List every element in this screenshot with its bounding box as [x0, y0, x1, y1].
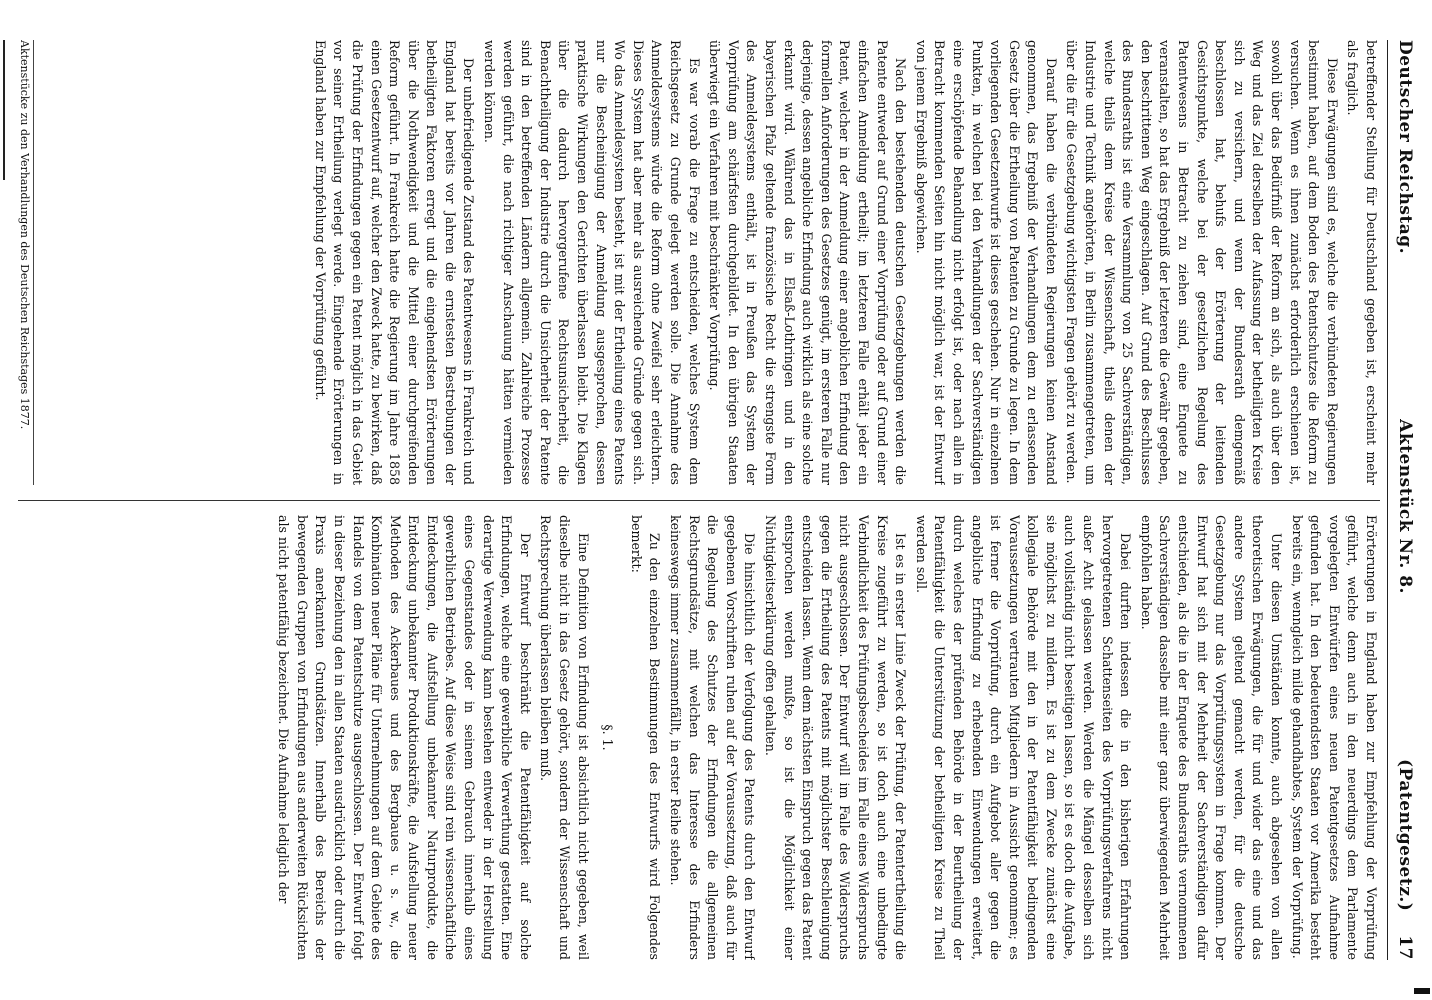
paragraph: Der unbefriedigende Zustand des Patentwesens in Frankreich und England hat bereits vor Jahren die ernstesten Bestrebungen der betheiligten Faktoren erregt und die eingehendsten Erörterungen über die Nothwendigkeit und die Mittel einer durchgreifenden Reform geführt. In Frankreich hatte die Regierung im Jahre 1858 einen Gesetzentwurf auf, welcher den Zweck hatte, zu bewirken, daß die Prüfung der Erfindungen gegen ein Patent möglich in das Gebiet vor seiner Ertheilung verlegt werde. Eingehende Erörterungen in England haben zur Empfehlung der Vorprüfung geführt. — [312, 40, 477, 485]
page-number: 17 — [1395, 935, 1415, 960]
left-column — [18, 40, 1380, 485]
paragraph: Darauf haben die verbündeten Regierungen keinen Anstand genommen, das Ergebniß der Verhandlungen dem zu erlassenden Gesetz über die Ertheilung von Patenten zu Grunde zu legen. In dem vorliegenden Gesetzentwurfe ist dieses geschehen. Nur in einzelnen Punkten, in welchen bei den Verhandlungen der Sachverständigen eine erschöpfende Behandlung nicht erfolgt ist, oder nach allen in Betracht kommenden Seiten hin nicht möglich war, ist der Entwurf von jenem Ergebniß abgewichen. — [913, 40, 1059, 485]
paragraph: Es war vorab die Frage zu entscheiden, welches System dem Reichsgesetz zu Grunde gelegt werden solle. Die Annahme des Anmeldesystems würde die Reform ohne Zweifel sehr erleichtern. Dieses System hat aber mehr als ausreichende Gründe gegen sich. Wo das Anmeldesystem besteht, ist mit der Ertheilung eines Patents nur die Bescheinigung der Anmeldung ausgesprochen, dessen praktische Wirkungen den Gerichten überlassen bleibt. Die Klagen über die dadurch hervorgerufene Rechtsunsicherheit, die Benachtheiligung der Industrie durch die Unsicherheit der Patente sind in den betreffenden Ländern allgemein. Zahlreiche Prozesse werden geführt, die nach richtiger Anschauung hätten vermieden werden können. — [482, 40, 702, 485]
right-column — [18, 515, 1380, 960]
page-header — [1392, 40, 1418, 960]
paragraph: Eine Definition von Erfindung ist absichtlich nicht gegeben, weil dieselbe nicht in das Gesetz gehört, sondern der Wissenschaft und Rechtsprechung überlassen bleiben muß. — [538, 515, 591, 960]
header-rule — [1387, 40, 1388, 960]
paragraph: Diese Erwägungen sind es, welche die verbündeten Regierungen bestimmt haben, auf dem Boden des Patentschutzes die Reform zu versuchen. Wenn es ihnen zunächst erforderlich erschienen ist, sowohl über das Bedürfniß der Reform an sich, als auch über den Weg und das Ziel derselben der Aufassung der betheiligten Kreise sich zu versichern, und wenn der Bundesrath demgemäß beschlossen hat, behufs der Erörterung der leitenden Gesichtspunkte, welche bei der gesetzlichen Regelung des Patentwesens in Betracht zu ziehen sind, eine Enquete zu veranstalten, so hat das Ergebniß der letzteren die Gewähr gegeben, den beschrittenen Weg eingeschlagen. Auf Grund des Beschlusses des Bundesraths ist eine Versammlung von 25 Sachverständigen, welche theils dem Kreise der Wissenschaft, theils denen der Industrie und Technik angehörten, in Berlin zusammengetreten, um über die für die Gesetzgebung wichtigsten Fragen gehört zu werden. — [1064, 40, 1340, 485]
section-heading: §. 1. — [600, 724, 616, 751]
paragraph: Dabei durften indessen die in den bisherigen Erfahrungen hervorgetretenen Schattenseiten des Vorprüfungsverfahrens nicht außer Acht gelassen werden. Werden die Mängel desselben sich auch vollständig nicht beseitigen lassen, so ist es doch die Aufgabe, sie möglichst zu mildern. Es ist zu dem Zwecke zunächst eine kollegiale Behörde mit den in der Patentfähigkeit bedingenden Voraussetzungen vertrauten Mitgliedern in Aussicht genommen; es ist ferner die Vorprüfung, durch ein Aufgebot aller gegen die angebliche Erfindung zu erhebenden Einwendungen erweitert, durch welches der prüfenden Behörde in der Beurtheilung der Patentfähigkeit die Unterstützung der betheiligten Kreise zu Theil werden soll. — [913, 515, 1134, 960]
bottom-rule — [3, 40, 5, 180]
header-right: (Patentgesetz.) — [1395, 759, 1415, 912]
header-center: Aktenstück Nr. 8. — [1395, 419, 1415, 594]
paragraph: Der Entwurf beschränkt die Patentfähigkeit auf solche Erfindungen, welche eine gewerbliche Verwerthung gestatten. Eine derartige Verwendung kann bestehen entweder in der Herstellung eines Gegenstandes oder in seinem Gebrauch innerhalb eines gewerblichen Betriebes. Auf diese Weise sind rein wissenschaftliche Entdeckungen, die Aufstellung unbekannter Naturprodukte, die Entdeckung unbekannter Produktionskräfte, die Aufstellung neuer Methoden des Ackerbaues und des Bergbaues u. s. w., die Kombination neuer Pläne für Unternehmungen auf dem Gebiete des Handels von dem Patentschutze ausgeschlossen. Der Entwurf folgt in dieser Beziehung den in allen Staaten ausdrücklich oder durch die Praxis anerkannten Grundsätzen. Innerhalb des Bereichs der bewegenden Gruppen von Erfindungen aus anderweiten Rücksichten als nicht patentfähig bezeichnet. Die Aufnahme lediglich der — [276, 515, 533, 960]
paragraph: Zu den einzelnen Bestimmungen des Entwurfs wird Folgendes bemerkt: — [628, 515, 663, 960]
paragraph: Erörterungen in England haben zur Empfehlung der Vorprüfung geführt, welche denn auch in den neuerdings dem Parlamente vorgelegten Entwürfen eines neuen Patentgesetzes Aufnahme gefunden hat. In den bedeutendsten Staaten vor Amerika besteht bereits ein, wenngleich milde gehandhabtes, System der Vorprüfung. — [1289, 515, 1379, 960]
paragraph: Nach den bestehenden deutschen Gesetzgebungen werden die Patente entweder auf Grund einer Vorprüfung oder auf Grund einer einfachen Anmeldung ertheilt; im letzteren Falle erhält jeder ein Patent, welcher in der Anmeldung einer angeblichen Erfindung den formellen Anforderungen des Gesetzes genügt, im ersteren Falle nur derjenige, dessen angebliche Erfindung auch wirklich als eine solche erkannt wird. Während das in Elsaß-Lothringen und in den bayerischen Pfalz geltende französische Recht die strengste Form des Anmeldesystems enthält, ist in Preußen das System der Vorprüfung am schärfsten durchgebildet. In den übrigen Staaten überwiegt ein Verfahren mit beschränkter Vorprüfung. — [707, 40, 909, 485]
column-divider — [18, 500, 1380, 501]
corner-mark — [1414, 988, 1430, 994]
paragraph: Die hinsichtlich der Verfolgung des Patents durch den Entwurf gegebenen Vorschriften ruhen auf der Voraussetzung, daß auch für die Regelung des Schutzes der Erfindungen die allgemeinen Rechtsgrundsätze, mit welchen das Interesse des Erfinders keineswegs immer zusammenfällt, in erster Reihe stehen. — [668, 515, 758, 960]
paragraph: Unter diesen Umständen konnte, auch abgesehen von allen theoretischen Erwägungen, die für und wider das eine und das andere System geltend gemacht werden, für die deutsche Gesetzgebung nur das Vorprüfungssystem in Frage kommen. Der Entwurf hat sich mit der Mehrheit der Sachverständigen dafür entschieden, als die in der Enquete des Bundesraths vernommenen Sachverständigen dasselbe mit einer ganz überwiegenden Mehrheit empfohlen haben. — [1138, 515, 1285, 960]
header-left: Deutscher Reichstag. — [1395, 40, 1415, 255]
footnote: Aktenstücke zu den Verhandlungen des Deutschen Reichstages 1877. — [18, 40, 34, 485]
paragraph: betreffender Stellung für Deutschland gegeben ist, erscheint mehr als fraglich. — [1345, 40, 1379, 485]
paragraph: Ist es in erster Linie Zweck der Prüfung, der Patentertheilung die Kreise zugeführt zu werden, so ist doch auch eine unbedingte Verbindlichkeit des Prüfungsbescheides im Falle eines Widerspruchs nicht ausgeschlossen. Der Entwurf will im Falle des Widerspruchs gegen die Ertheilung des Patents mit möglichster Beschleunigung entscheiden lassen. Wenn dem nächsten Einspruch gegen das Patent entsprochen werden mußte, so ist die Möglichkeit einer Nichtigkeitserklärung offen gehalten. — [763, 515, 909, 960]
